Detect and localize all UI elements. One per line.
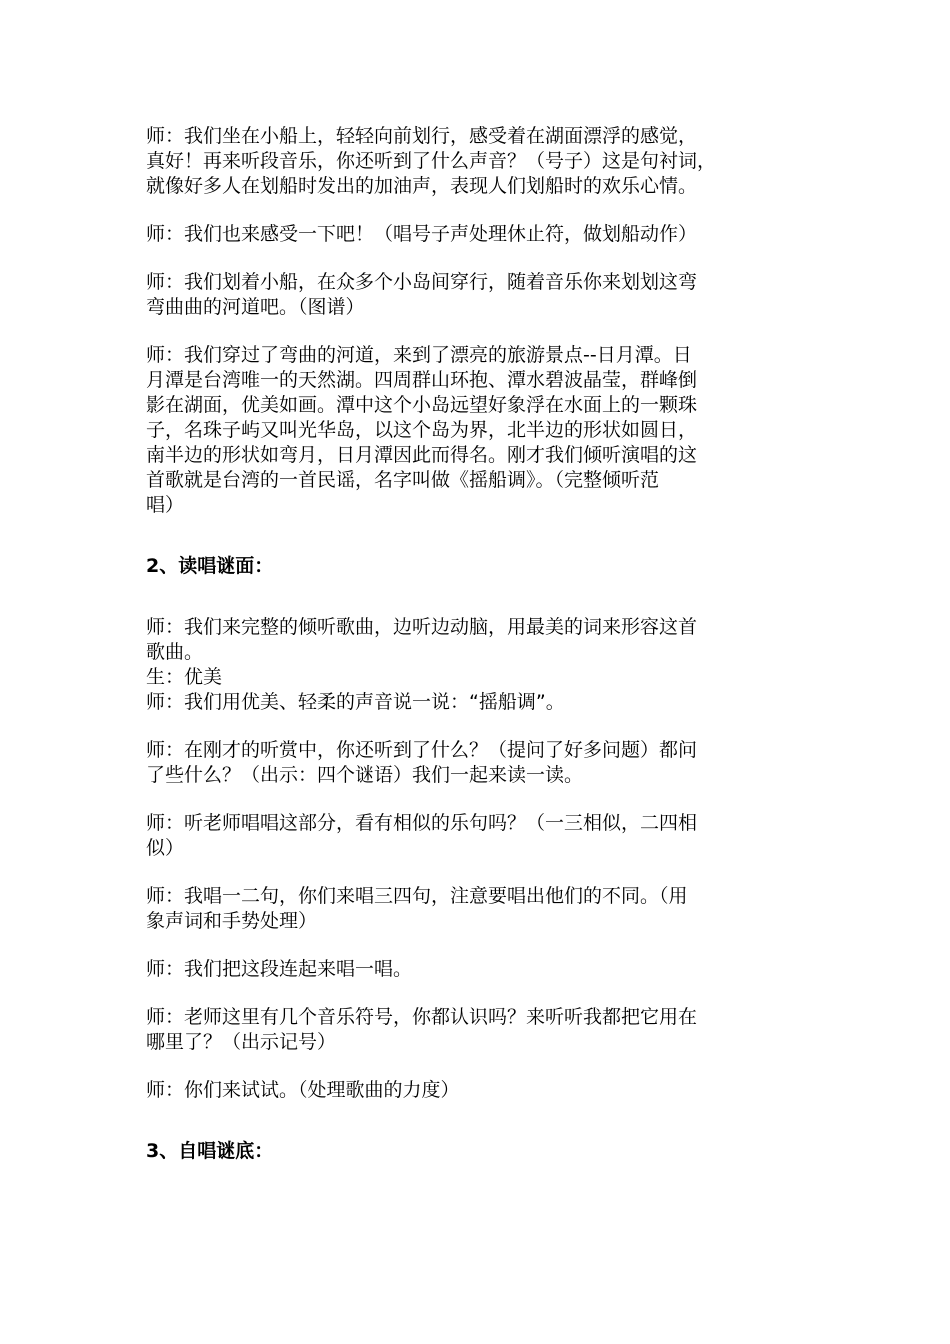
text-line: 哪里了？（出示记号） — [146, 1031, 337, 1053]
text-line: 歌曲。 — [146, 641, 204, 663]
text-line: 了些什么？（出示：四个谜语）我们一起来读一读。 — [146, 764, 584, 786]
paragraph-river-path — [146, 270, 806, 320]
text-line: 师：我们划着小船，在众多个小岛间穿行，随着音乐你来划划这弯 — [146, 271, 698, 293]
text-line: 师：在刚才的听赏中，你还听到了什么？（提问了好多问题）都问 — [146, 739, 698, 761]
paragraph-riddles — [146, 738, 806, 788]
text-line: 月潭是台湾唯一的天然湖。四周群山环抱、潭水碧波晶莹，群峰倒 — [146, 369, 698, 391]
text-line: 似） — [146, 837, 185, 859]
paragraph-music-symbols — [146, 1005, 806, 1055]
text-line: 弯曲曲的河道吧。（图谱） — [146, 296, 365, 318]
text-line: 生：优美 — [146, 666, 223, 688]
document-page — [146, 124, 806, 1164]
section-heading-2: 2、读唱谜面： — [146, 555, 274, 577]
text-line: 师：我们也来感受一下吧！（唱号子声处理休止符，做划船动作） — [146, 223, 698, 245]
text-line: 首歌就是台湾的一首民谣，名字叫做《摇船调》。（完整倾听范 — [146, 469, 660, 491]
text-line: 师：我们来完整的倾听歌曲，边听边动脑，用最美的词来形容这首 — [146, 616, 698, 638]
text-line: 南半边的形状如弯月，日月潭因此而得名。刚才我们倾听演唱的这 — [146, 444, 698, 466]
text-line: 象声词和手势处理） — [146, 910, 318, 932]
text-line: 师：我们用优美、轻柔的声音说一说：“摇船调”。 — [146, 691, 565, 713]
section-heading-3: 3、自唱谜底： — [146, 1140, 274, 1162]
paragraph-describe-song — [146, 615, 806, 715]
paragraph-similar-phrases — [146, 811, 806, 861]
text-line: 师：听老师唱唱这部分，看有相似的乐句吗？（一三相似，二四相 — [146, 812, 698, 834]
text-line: 影在湖面，优美如画。潭中这个小岛远望好象浮在水面上的一颗珠 — [146, 394, 698, 416]
paragraph-rowing-feeling — [146, 124, 806, 199]
text-line: 师：你们来试试。（处理歌曲的力度） — [146, 1079, 460, 1101]
paragraph-dynamics — [146, 1078, 806, 1103]
text-line: 子，名珠子屿又叫光华岛，以这个岛为界，北半边的形状如圆日， — [146, 419, 698, 441]
text-line: 师：我唱一二句，你们来唱三四句，注意要唱出他们的不同。（用 — [146, 885, 688, 907]
text-line: 师：我们把这段连起来唱一唱。 — [146, 958, 413, 980]
paragraph-sing-together — [146, 957, 806, 982]
paragraph-sun-moon-lake — [146, 343, 806, 518]
text-line: 就像好多人在划船时发出的加油声，表现人们划船时的欢乐心情。 — [146, 175, 698, 197]
text-line: 师：我们坐在小船上，轻轻向前划行，感受着在湖面漂浮的感觉， — [146, 125, 698, 147]
text-line: 师：老师这里有几个音乐符号，你都认识吗？来听听我都把它用在 — [146, 1006, 698, 1028]
paragraph-sing-lines — [146, 884, 806, 934]
text-line: 唱） — [146, 494, 185, 516]
text-line: 师：我们穿过了弯曲的河道，来到了漂亮的旅游景点--日月潭。日 — [146, 344, 692, 366]
text-line: 真好！再来听段音乐，你还听到了什么声音？（号子）这是句衬词， — [146, 150, 717, 172]
paragraph-rowing-action — [146, 222, 806, 247]
